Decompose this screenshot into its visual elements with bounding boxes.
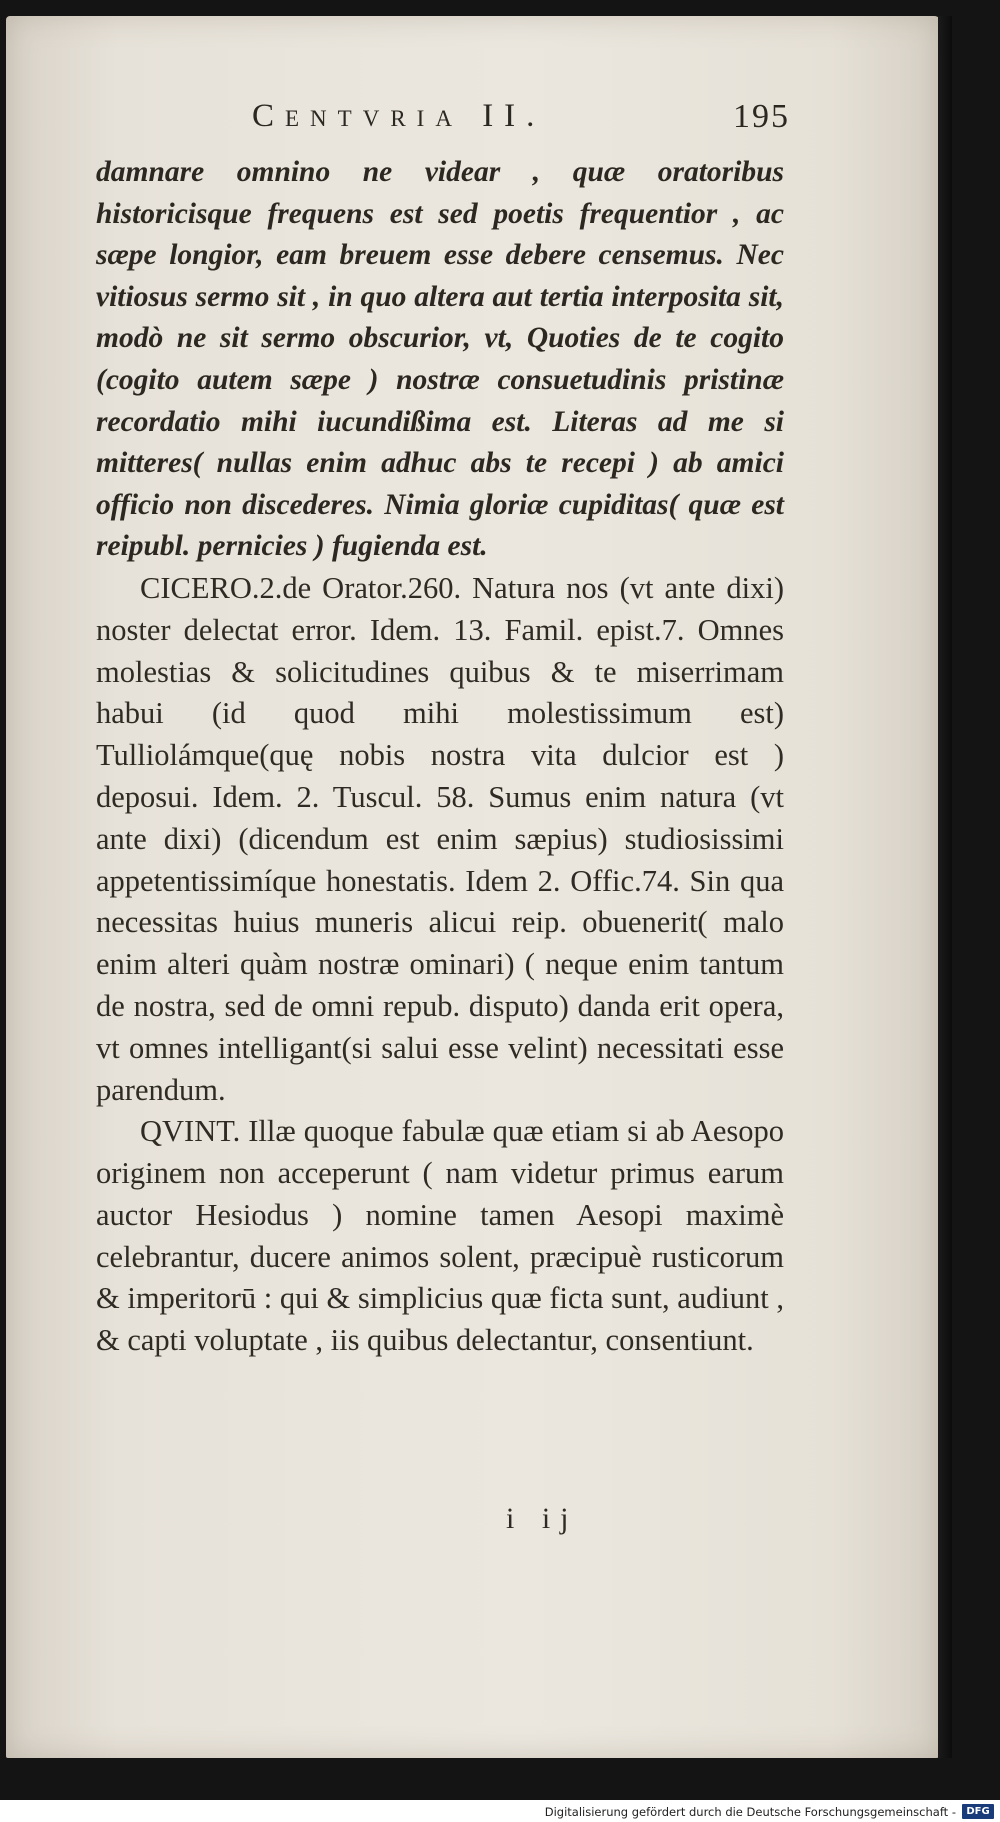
footer-bar (0, 1800, 1000, 1822)
footer-credit: Digitalisierung gefördert durch die Deutsche Forschungsgemeinschaft - (544, 1805, 956, 1819)
book-page (6, 16, 942, 1758)
text-block (96, 152, 784, 1362)
running-head-title: Centvria II. (252, 98, 546, 134)
italic-paragraph: damnare omnino ne videar , quæ oratoribus historicisque frequens est sed poetis frequentior , ac sæpe longior, eam breuem esse debere censemus. Nec vitiosus sermo sit , in quo altera aut tertia interposita sit, modò ne sit sermo obscurior, vt, Quoties de te cogito (cogito autem sæpe ) nostræ consuetudinis pristinæ recordatio mihi iucundißima est. Literas ad me si mitteres( nullas enim adhuc abs te recepi ) ab amici officio non discederes. Nimia gloriæ cupiditas( quæ est reipubl. pernicies ) fugienda est. (96, 156, 784, 563)
running-head (102, 94, 790, 144)
cicero-paragraph: CICERO.2.de Orator.260. Natura nos (vt ante dixi) noster delectat error. Idem. 13. Famil. epist.7. Omnes molestias & solicitudines quibus & te miserrimam habui (id quod mihi molestissimum est) Tulliolámque(quę nobis nostra vita dulcior est ) deposui. Idem. 2. Tuscul. 58. Sumus enim natura (vt ante dixi) (dicendum est enim sæpius) studiosissimi appetentissimíque honestatis. Idem 2. Offic.74. Sin qua necessitas huius muneris alicui reip. obuenerit( malo enim alteri quàm nostræ ominari) ( neque enim tantum de nostra, sed de omni repub. disputo) danda erit opera, vt omnes intelligant(si salui esse velint) necessitati esse parendum. (96, 570, 784, 1107)
dfg-logo-icon: DFG (962, 1804, 994, 1819)
quint-paragraph: QVINT. Illæ quoque fabulæ quæ etiam si ab Aesopo originem non acceperunt ( nam videtur primus earum auctor Hesiodus ) nomine tamen Aesopi maximè celebrantur, ducere animos solent, præcipuè rusticorum & imperitorū : qui & simplicius quæ ficta sunt, audiunt , & capti voluptate , iis quibus delectantur, consentiunt. (96, 1114, 784, 1358)
signature-mark: i ij (506, 1502, 579, 1535)
page-number: 195 (733, 98, 790, 135)
